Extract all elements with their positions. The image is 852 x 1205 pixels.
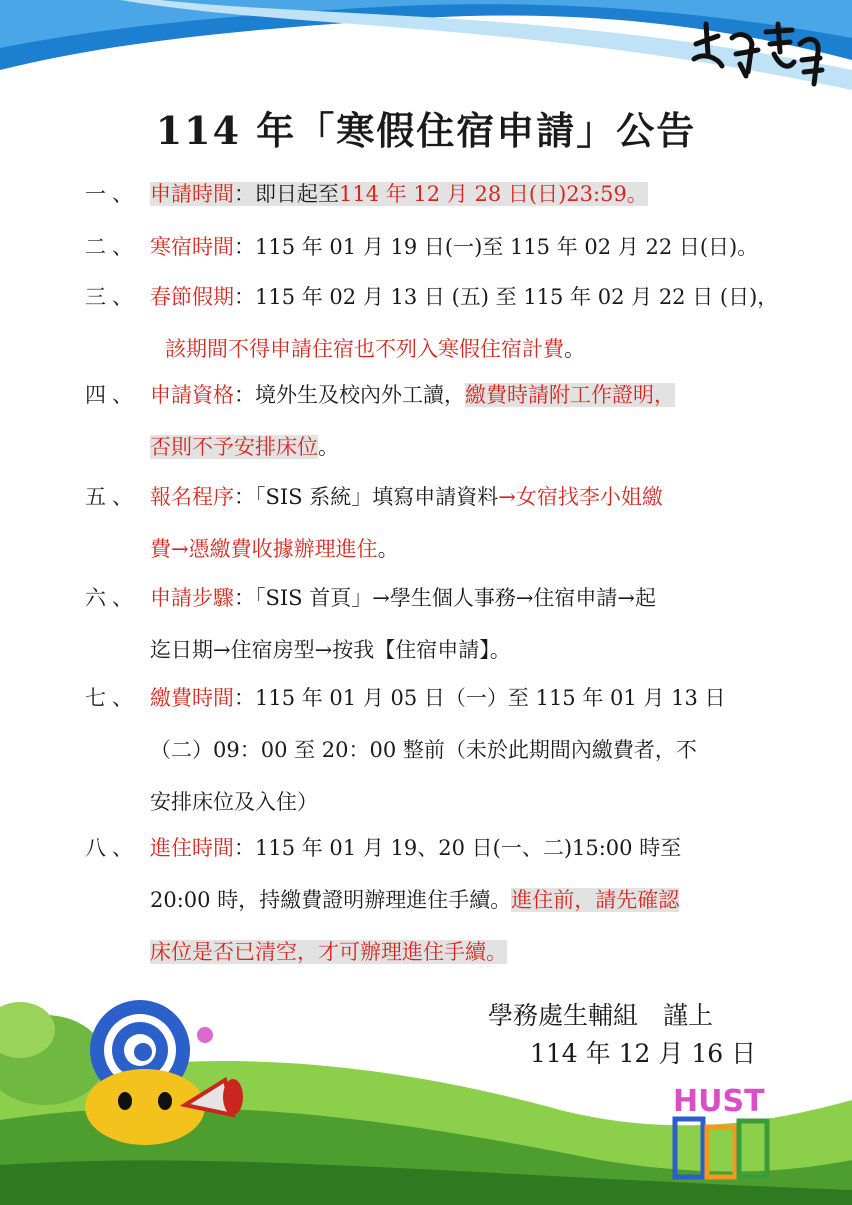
item-text: ：即日起至 bbox=[234, 182, 339, 206]
item-text: 。 bbox=[318, 435, 339, 459]
item-line bbox=[150, 786, 318, 816]
item-text: （二）09：00 至 20：00 整前（未於此期間內繳費者，不 bbox=[150, 738, 697, 762]
page-title: 114 年「寒假住宿申請」公告 bbox=[155, 108, 697, 153]
item-text: 該期間不得申請住宿也不列入寒假住宿計費 bbox=[165, 337, 564, 361]
item-number: 一、 bbox=[85, 182, 139, 206]
item-number: 二、 bbox=[85, 235, 139, 259]
item-label: 春節假期 bbox=[150, 285, 234, 309]
item-text: ：115 年 01 月 19、20 日(一、二)15:00 時至 bbox=[234, 836, 682, 860]
item-line bbox=[150, 936, 507, 966]
item-text: 20:00 時，持繳費證明辦理進住手續。 bbox=[150, 888, 512, 912]
snail-mascot-icon bbox=[55, 995, 265, 1165]
item-text: 費→憑繳費收據辦理進住 bbox=[150, 537, 378, 561]
item-label: 進住時間 bbox=[150, 836, 234, 860]
item-text: ：115 年 01 月 05 日（一）至 115 年 01 月 13 日 bbox=[234, 686, 726, 710]
item-line bbox=[150, 481, 663, 511]
item-text: 安排床位及入住） bbox=[150, 790, 318, 814]
item-number: 五、 bbox=[85, 485, 139, 509]
item-label: 寒宿時間 bbox=[150, 235, 234, 259]
item-text: →女宿找李小姐繳 bbox=[498, 485, 663, 509]
item-label: 報名程序 bbox=[150, 485, 234, 509]
item-text: 否則不予安排床位 bbox=[150, 435, 318, 459]
item-line bbox=[150, 178, 648, 208]
item-label: 繳費時間 bbox=[150, 686, 234, 710]
item-text: 。 bbox=[377, 537, 399, 561]
item-text: 114 年 12 月 28 日(日)23:59。 bbox=[339, 182, 648, 206]
item-text: ：境外生及校內外工讀， bbox=[234, 383, 465, 407]
item-line bbox=[150, 231, 758, 261]
item-line bbox=[150, 734, 697, 764]
item-line bbox=[150, 884, 679, 914]
calligraphy-signature bbox=[688, 14, 833, 94]
item-line bbox=[150, 682, 725, 712]
item-number: 七、 bbox=[85, 686, 139, 710]
item-line bbox=[150, 533, 399, 563]
item-label: 申請時間 bbox=[150, 182, 234, 206]
item-line bbox=[150, 634, 511, 664]
item-text: ：115 年 01 月 19 日(一)至 115 年 02 月 22 日(日)。 bbox=[234, 235, 759, 259]
item-label: 申請資格 bbox=[150, 383, 234, 407]
logo-text: HUST bbox=[673, 1084, 765, 1119]
item-number: 三、 bbox=[85, 285, 139, 309]
item-number: 八、 bbox=[85, 836, 139, 860]
item-line bbox=[150, 281, 778, 311]
item-text: 。 bbox=[564, 337, 585, 361]
item-text: 迄日期→住宿房型→按我【住宿申請】。 bbox=[150, 638, 511, 662]
item-number: 六、 bbox=[85, 586, 139, 610]
item-line bbox=[150, 832, 681, 862]
issuing-office: 學務處生輔組 謹上 bbox=[488, 1001, 714, 1030]
item-text: 床位是否已清空，才可辦理進住手續。 bbox=[150, 940, 507, 964]
issue-date: 114 年 12 月 16 日 bbox=[530, 1039, 757, 1068]
item-text: 進住前，請先確認 bbox=[511, 888, 680, 912]
item-number: 四、 bbox=[85, 383, 139, 407]
item-line bbox=[150, 379, 675, 409]
item-text: 繳費時請附工作證明， bbox=[465, 383, 675, 407]
item-text: ：「SIS 首頁」→學生個人事務→住宿申請→起 bbox=[234, 586, 657, 610]
item-text: ：「SIS 系統」填寫申請資料 bbox=[234, 485, 499, 509]
item-line bbox=[150, 582, 656, 612]
school-logo bbox=[665, 1075, 775, 1185]
item-text: ：115 年 02 月 13 日 (五) 至 115 年 02 月 22 日 (日)， bbox=[234, 285, 779, 309]
item-label: 申請步驟 bbox=[150, 586, 234, 610]
item-line bbox=[150, 431, 339, 461]
item-line bbox=[165, 333, 585, 363]
